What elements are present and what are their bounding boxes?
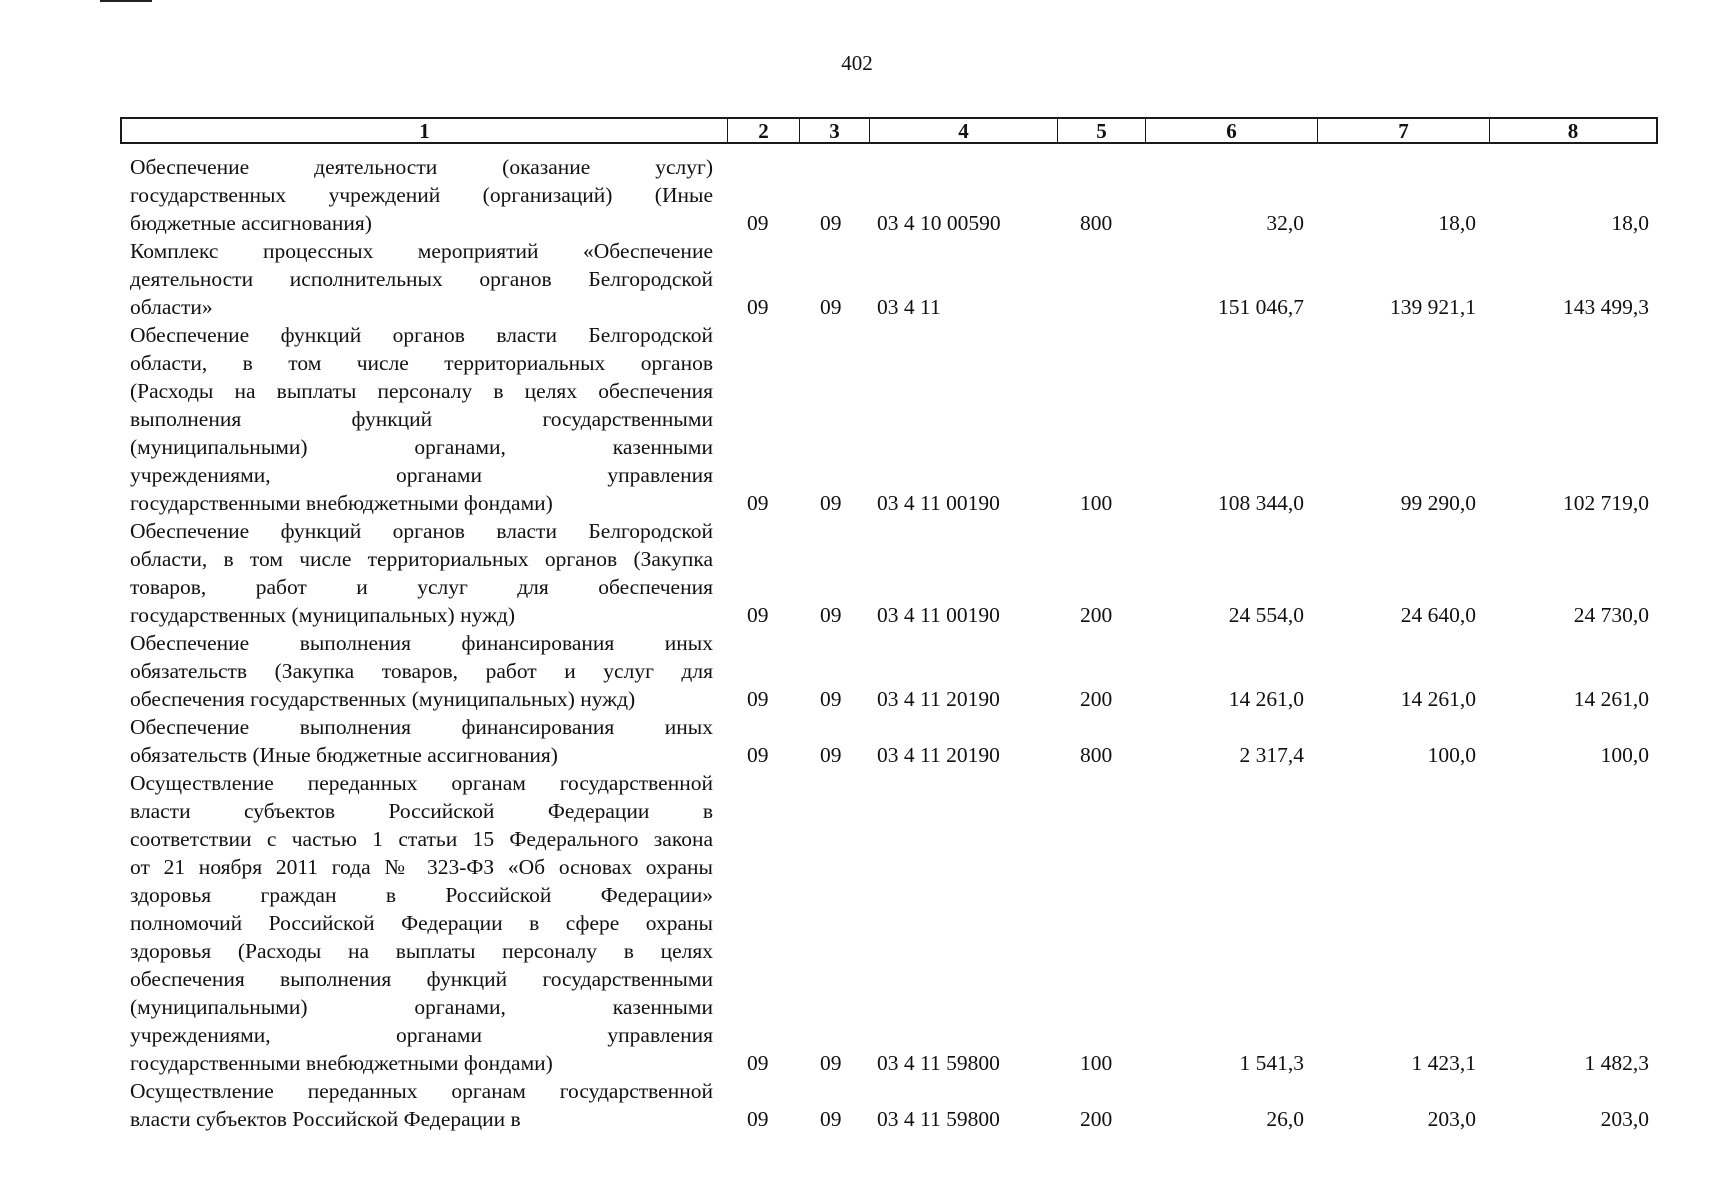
description-line: от 21 ноября 2011 года № 323-ФЗ «Об основах охраны: [130, 855, 713, 879]
cell-col-2: 09: [747, 491, 769, 515]
cell-col-3: 09: [820, 491, 842, 515]
description-line: (муниципальными) органами, казенными: [130, 435, 713, 459]
cell-col-5: 200: [1080, 603, 1113, 627]
cell-col-7: 203,0: [1427, 1107, 1476, 1131]
description-line: Обеспечение деятельности (оказание услуг): [130, 155, 713, 179]
row-description: [130, 321, 713, 517]
cell-col-6: 2 317,4: [1239, 743, 1304, 767]
page-number: 402: [841, 51, 873, 75]
cell-col-5: 200: [1080, 1107, 1113, 1131]
cell-col-2: 09: [747, 295, 769, 319]
description-line: области, в том числе территориальных органов (Закупка: [130, 547, 713, 571]
cell-col-6: 24 554,0: [1228, 603, 1304, 627]
cell-col-8: 24 730,0: [1573, 603, 1649, 627]
description-line: Обеспечение выполнения финансирования иных: [130, 631, 713, 655]
cell-col-4: 03 4 11 00190: [877, 603, 1000, 627]
description-line: деятельности исполнительных органов Белгородской: [130, 267, 713, 291]
description-line: товаров, работ и услуг для обеспечения: [130, 575, 713, 599]
header-col-4: 4: [870, 119, 1058, 144]
cell-col-4: 03 4 11 59800: [877, 1051, 1000, 1075]
cell-col-7: 24 640,0: [1400, 603, 1476, 627]
description-line: Обеспечение функций органов власти Белгородской: [130, 519, 713, 543]
description-line: полномочий Российской Федерации в сфере охраны: [130, 911, 713, 935]
cell-col-7: 1 423,1: [1411, 1051, 1476, 1075]
description-line: государственных учреждений (организаций) (Иные: [130, 183, 713, 207]
description-line: Комплекс процессных мероприятий «Обеспечение: [130, 239, 713, 263]
description-line: обязательств (Иные бюджетные ассигнования): [130, 743, 558, 767]
cell-col-6: 26,0: [1266, 1107, 1304, 1131]
header-col-7: 7: [1318, 119, 1490, 144]
header-col-5: 5: [1058, 119, 1146, 144]
description-line: Обеспечение выполнения финансирования иных: [130, 715, 713, 739]
cell-col-2: 09: [747, 211, 769, 235]
description-line: учреждениями, органами управления: [130, 1023, 713, 1047]
description-line: (муниципальными) органами, казенными: [130, 995, 713, 1019]
cell-col-6: 14 261,0: [1228, 687, 1304, 711]
row-description: [130, 1077, 713, 1133]
cell-col-5: 200: [1080, 687, 1113, 711]
cell-col-2: 09: [747, 603, 769, 627]
description-line: обеспечения государственных (муниципальных) нужд): [130, 687, 636, 711]
description-line: Осуществление переданных органам государственной: [130, 771, 713, 795]
cell-col-6: 151 046,7: [1218, 295, 1304, 319]
cell-col-8: 143 499,3: [1563, 295, 1649, 319]
header-col-8: 8: [1567, 119, 1579, 143]
cell-col-2: 09: [747, 743, 769, 767]
description-line: здоровья (Расходы на выплаты персоналу в целях: [130, 939, 713, 963]
cell-col-7: 100,0: [1427, 743, 1476, 767]
cell-col-6: 108 344,0: [1218, 491, 1304, 515]
description-line: (Расходы на выплаты персоналу в целях обеспечения: [130, 379, 713, 403]
cell-col-6: 32,0: [1266, 211, 1304, 235]
description-line: обеспечения выполнения функций государственными: [130, 967, 713, 991]
cell-col-4: 03 4 11 00190: [877, 491, 1000, 515]
cell-col-3: 09: [820, 603, 842, 627]
description-line: бюджетные ассигнования): [130, 211, 372, 235]
description-line: выполнения функций государственными: [130, 407, 713, 431]
description-line: государственными внебюджетными фондами): [130, 491, 553, 515]
cell-col-5: 100: [1080, 1051, 1113, 1075]
cell-col-3: 09: [820, 743, 842, 767]
description-line: Обеспечение функций органов власти Белгородской: [130, 323, 713, 347]
cell-col-5: 800: [1080, 211, 1113, 235]
cell-col-3: 09: [820, 687, 842, 711]
description-line: области»: [130, 295, 213, 319]
cell-col-8: 1 482,3: [1584, 1051, 1649, 1075]
cell-col-2: 09: [747, 1051, 769, 1075]
cell-col-2: 09: [747, 1107, 769, 1131]
row-description: [130, 517, 713, 629]
row-description: [130, 629, 713, 713]
row-description: [130, 769, 713, 1077]
header-col-6: 6: [1146, 119, 1318, 144]
row-description: [130, 237, 713, 321]
description-line: государственных (муниципальных) нужд): [130, 603, 516, 627]
cell-col-4: 03 4 10 00590: [877, 211, 1001, 235]
cell-col-7: 99 290,0: [1400, 491, 1476, 515]
cell-col-4: 03 4 11: [877, 295, 941, 319]
description-line: области, в том числе территориальных органов: [130, 351, 713, 375]
description-line: власти субъектов Российской Федерации в: [130, 1107, 521, 1131]
cell-col-2: 09: [747, 687, 769, 711]
cell-col-8: 102 719,0: [1563, 491, 1649, 515]
cell-col-8: 14 261,0: [1573, 687, 1649, 711]
header-col-1: 1: [122, 119, 728, 144]
header-col-3: 3: [800, 119, 870, 144]
description-line: власти субъектов Российской Федерации в: [130, 799, 713, 823]
cell-col-4: 03 4 11 20190: [877, 687, 1000, 711]
description-line: соответствии с частью 1 статьи 15 Федерального закона: [130, 827, 713, 851]
cell-col-3: 09: [820, 211, 842, 235]
description-line: обязательств (Закупка товаров, работ и услуг для: [130, 659, 713, 683]
description-line: государственными внебюджетными фондами): [130, 1051, 553, 1075]
cell-col-4: 03 4 11 20190: [877, 743, 1000, 767]
cell-col-8: 203,0: [1600, 1107, 1649, 1131]
cell-col-3: 09: [820, 1051, 842, 1075]
cell-col-7: 14 261,0: [1400, 687, 1476, 711]
cell-col-8: 100,0: [1600, 743, 1649, 767]
cell-col-7: 139 921,1: [1390, 295, 1476, 319]
cell-col-8: 18,0: [1611, 211, 1649, 235]
description-line: здоровья граждан в Российской Федерации»: [130, 883, 713, 907]
cell-col-3: 09: [820, 295, 842, 319]
description-line: Осуществление переданных органам государственной: [130, 1079, 713, 1103]
cell-col-7: 18,0: [1438, 211, 1476, 235]
cell-col-3: 09: [820, 1107, 842, 1131]
description-line: учреждениями, органами управления: [130, 463, 713, 487]
cell-col-4: 03 4 11 59800: [877, 1107, 1000, 1131]
row-description: [130, 153, 713, 237]
cell-col-5: 100: [1080, 491, 1113, 515]
cell-col-6: 1 541,3: [1239, 1051, 1304, 1075]
cell-col-5: 800: [1080, 743, 1113, 767]
header-col-2: 2: [728, 119, 800, 144]
row-description: [130, 713, 713, 769]
